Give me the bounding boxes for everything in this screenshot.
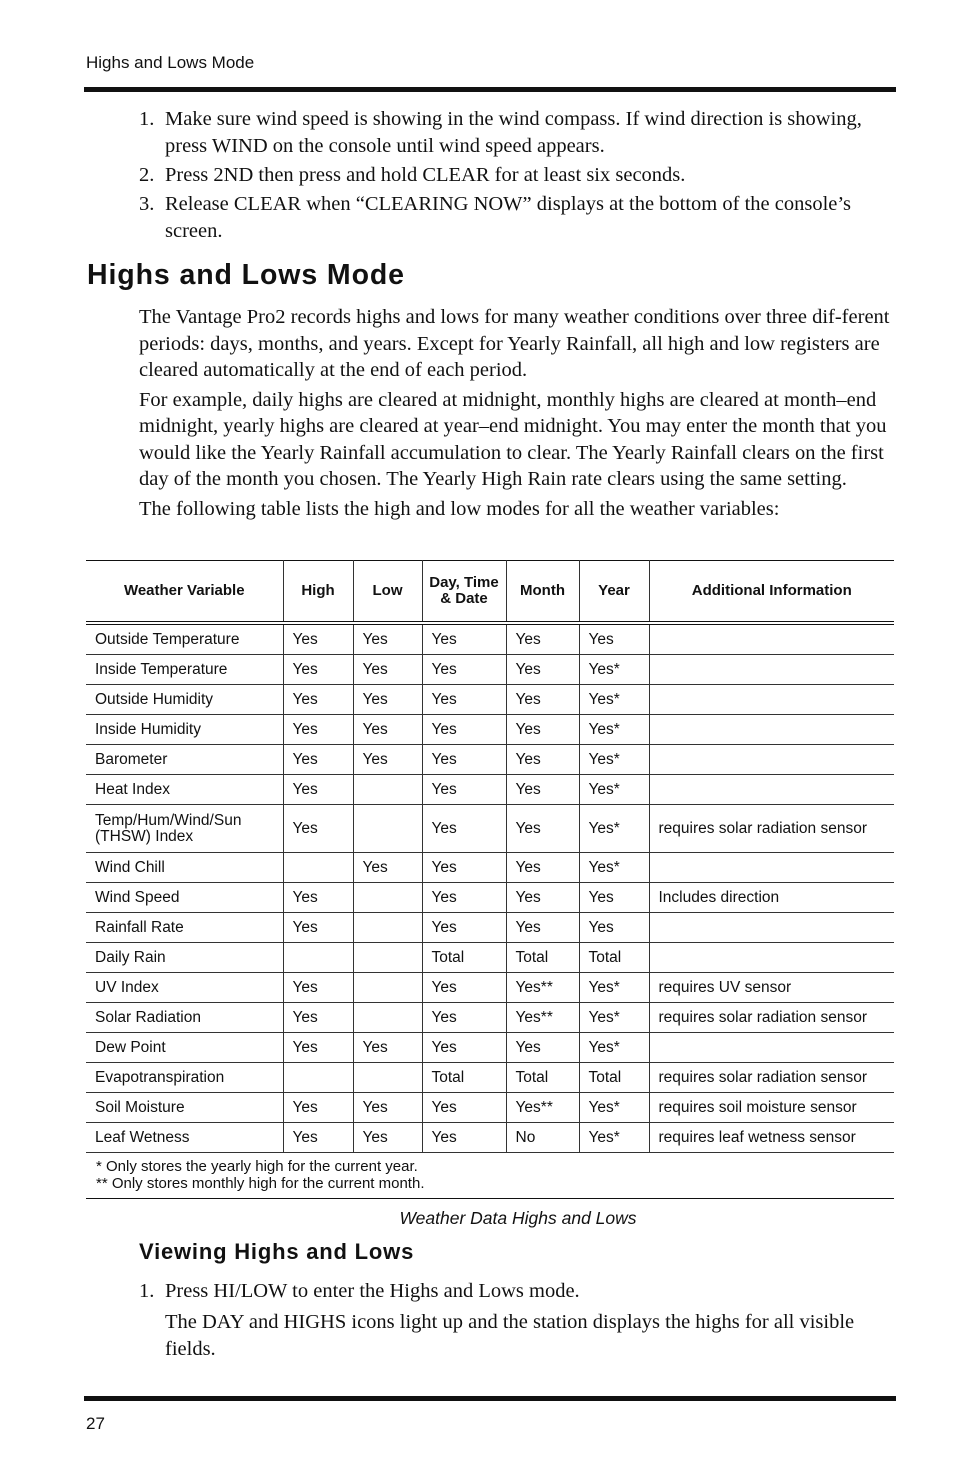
table-cell: Dew Point: [86, 1033, 283, 1063]
table-cell: requires solar radiation sensor: [649, 805, 894, 853]
step-number: 1.: [139, 1280, 155, 1302]
table-cell: Yes: [283, 745, 353, 775]
table-cell: [353, 805, 422, 853]
table-cell: Yes: [579, 883, 649, 913]
table-row: [86, 1033, 894, 1063]
table-cell: requires soil moisture sensor: [649, 1093, 894, 1123]
table-cell: Yes: [353, 715, 422, 745]
table-cell: UV Index: [86, 973, 283, 1003]
table-cell: Yes*: [579, 745, 649, 775]
table-cell: Yes: [506, 623, 579, 655]
table-cell: Yes: [422, 655, 506, 685]
table-row: [86, 1063, 894, 1093]
table-cell: Yes: [353, 1033, 422, 1063]
table-cell: Yes*: [579, 685, 649, 715]
table-cell: Yes: [283, 1093, 353, 1123]
table-cell: requires solar radiation sensor: [649, 1003, 894, 1033]
table-cell: Outside Humidity: [86, 685, 283, 715]
step-note: The DAY and HIGHS icons light up and the station displays the highs for all visible fields.: [165, 1311, 855, 1360]
table-cell: Yes: [283, 685, 353, 715]
table-cell: Yes: [283, 1033, 353, 1063]
table-cell: Total: [506, 1063, 579, 1093]
table-cell: Yes: [579, 623, 649, 655]
table-cell: Total: [506, 943, 579, 973]
table-cell: [353, 775, 422, 805]
table-footnotes: [86, 1153, 894, 1199]
step-number: 2.: [139, 164, 155, 186]
table-cell: Yes: [353, 1123, 422, 1153]
table-cell: Yes: [353, 1093, 422, 1123]
footnote: ** Only stores monthly high for the current month.: [96, 1175, 425, 1192]
table-cell: Yes: [506, 685, 579, 715]
table-cell: Yes: [506, 913, 579, 943]
step-text: Press 2ND then press and hold CLEAR for at least six seconds.: [165, 164, 686, 186]
column-header: Additional Information: [649, 561, 894, 624]
table-cell: Rainfall Rate: [86, 913, 283, 943]
table-cell: Yes: [422, 685, 506, 715]
page-number: 27: [86, 1414, 105, 1433]
table-caption: Weather Data Highs and Lows: [399, 1208, 637, 1228]
header-rule: [84, 87, 896, 92]
table-cell: Wind Chill: [86, 853, 283, 883]
table-cell: [649, 715, 894, 745]
table-cell: Yes**: [506, 973, 579, 1003]
table-cell: Yes: [353, 745, 422, 775]
table-cell: Yes: [283, 623, 353, 655]
table-cell: Yes: [422, 1123, 506, 1153]
table-cell: Yes: [422, 1093, 506, 1123]
list-item: [139, 106, 891, 160]
table-cell: Heat Index: [86, 775, 283, 805]
step-text: Press HI/LOW to enter the Highs and Lows mode.: [165, 1280, 580, 1302]
table-cell: Yes: [283, 913, 353, 943]
table-row: [86, 853, 894, 883]
table-cell: [353, 943, 422, 973]
subsection-title: Viewing Highs and Lows: [139, 1239, 415, 1264]
table-cell: [649, 853, 894, 883]
table-header-row: [86, 561, 894, 624]
table-cell: Yes: [353, 655, 422, 685]
table-row: [86, 883, 894, 913]
table-row: [86, 685, 894, 715]
table-cell: Includes direction: [649, 883, 894, 913]
table-cell: Yes*: [579, 853, 649, 883]
table-cell: Yes: [422, 913, 506, 943]
table-cell: Yes: [506, 745, 579, 775]
table-row: [86, 913, 894, 943]
table-cell: Temp/Hum/Wind/Sun (THSW) Index: [86, 805, 283, 853]
table-cell: Yes: [283, 805, 353, 853]
table-cell: [649, 1033, 894, 1063]
table-cell: Yes: [422, 623, 506, 655]
table-cell: [649, 913, 894, 943]
table-cell: Yes: [422, 775, 506, 805]
table-cell: Leaf Wetness: [86, 1123, 283, 1153]
table-cell: Yes: [283, 973, 353, 1003]
table-cell: Yes*: [579, 715, 649, 745]
table-footnotes-row: [86, 1153, 894, 1199]
table-cell: Yes**: [506, 1003, 579, 1033]
section-title: Highs and Lows Mode: [87, 259, 405, 291]
table-cell: [353, 913, 422, 943]
table-cell: Daily Rain: [86, 943, 283, 973]
table-cell: Yes: [506, 655, 579, 685]
list-item: [139, 162, 891, 189]
table-row: [86, 1123, 894, 1153]
table-cell: Yes: [283, 775, 353, 805]
table-cell: Total: [422, 943, 506, 973]
list-item: [139, 1278, 891, 1363]
footer-rule: [84, 1396, 896, 1401]
column-header: High: [283, 561, 353, 624]
table-row: [86, 943, 894, 973]
table-cell: Yes*: [579, 655, 649, 685]
footnote: * Only stores the yearly high for the current year.: [96, 1158, 418, 1175]
table-cell: [353, 1063, 422, 1093]
table-cell: Yes: [422, 853, 506, 883]
column-header: Month: [506, 561, 579, 624]
table-cell: [649, 623, 894, 655]
table-cell: Yes: [283, 1003, 353, 1033]
table-cell: No: [506, 1123, 579, 1153]
table-cell: Yes: [422, 715, 506, 745]
table-cell: [649, 655, 894, 685]
table-cell: Yes: [422, 883, 506, 913]
table-cell: requires solar radiation sensor: [649, 1063, 894, 1093]
table-cell: Yes*: [579, 1033, 649, 1063]
table-cell: Yes*: [579, 805, 649, 853]
table-row: [86, 973, 894, 1003]
table-cell: Yes: [422, 745, 506, 775]
table-cell: Yes: [283, 1123, 353, 1153]
table-cell: Yes: [506, 805, 579, 853]
column-header: Low: [353, 561, 422, 624]
table-cell: [283, 853, 353, 883]
table-cell: Yes: [506, 1033, 579, 1063]
table-cell: Inside Temperature: [86, 655, 283, 685]
table-cell: Yes: [422, 1003, 506, 1033]
table-cell: [353, 973, 422, 1003]
table-cell: Yes: [283, 655, 353, 685]
table-cell: Evapotranspiration: [86, 1063, 283, 1093]
table-cell: Yes: [579, 913, 649, 943]
table-row: [86, 1003, 894, 1033]
step-number: 3.: [139, 193, 155, 215]
paragraph: The Vantage Pro2 records highs and lows for many weather conditions over three dif-ferent periods: days, months, and years. Except for Yearly Rainfall, all high and low registers are cleared automatically at the end of each period.: [139, 306, 890, 381]
table-row: [86, 623, 894, 655]
table-cell: Yes: [506, 775, 579, 805]
table-row: [86, 655, 894, 685]
running-header: Highs and Lows Mode: [86, 53, 255, 72]
table-cell: Yes: [422, 805, 506, 853]
table-cell: Yes**: [506, 1093, 579, 1123]
table-cell: [649, 943, 894, 973]
table-cell: Soil Moisture: [86, 1093, 283, 1123]
clear-steps-list: [139, 106, 891, 247]
table-cell: Yes: [422, 1033, 506, 1063]
step-text: Release CLEAR when “CLEARING NOW” displays at the bottom of the console’s screen.: [165, 193, 852, 242]
table-cell: Yes: [422, 973, 506, 1003]
table-cell: Wind Speed: [86, 883, 283, 913]
table-cell: Total: [579, 1063, 649, 1093]
table-cell: [283, 1063, 353, 1093]
table-cell: Barometer: [86, 745, 283, 775]
table-row: [86, 745, 894, 775]
table-row: [86, 775, 894, 805]
table-cell: Solar Radiation: [86, 1003, 283, 1033]
table-cell: requires UV sensor: [649, 973, 894, 1003]
table-cell: [649, 685, 894, 715]
table-cell: Yes*: [579, 1123, 649, 1153]
table-cell: [649, 745, 894, 775]
table-cell: Yes: [506, 853, 579, 883]
table-cell: Yes: [283, 883, 353, 913]
table-cell: Yes*: [579, 775, 649, 805]
paragraph: For example, daily highs are cleared at midnight, monthly highs are cleared at month–end midnight, yearly highs are cleared at year–end midnight. You may enter the month that you would like the Yearly Rainfall accumulation to clear. The Yearly Rainfall clears on the first day of the month you chosen. The Yearly High Rain rate clears using the same setting.: [139, 388, 887, 490]
table-cell: Yes: [353, 853, 422, 883]
table-cell: Yes*: [579, 973, 649, 1003]
viewing-steps-list: [139, 1278, 891, 1365]
table-cell: Yes: [506, 715, 579, 745]
table-cell: [649, 775, 894, 805]
table-row: [86, 715, 894, 745]
table-cell: Yes: [353, 623, 422, 655]
table-cell: Yes: [506, 883, 579, 913]
table-cell: requires leaf wetness sensor: [649, 1123, 894, 1153]
table-cell: Yes*: [579, 1093, 649, 1123]
paragraph: The following table lists the high and low modes for all the weather variables:: [139, 497, 780, 520]
table-row: [86, 805, 894, 853]
step-number: 1.: [139, 108, 155, 130]
table-cell: Inside Humidity: [86, 715, 283, 745]
table-cell: Outside Temperature: [86, 623, 283, 655]
table-cell: [353, 883, 422, 913]
column-header: Day, Time & Date: [422, 561, 506, 624]
table-cell: Yes*: [579, 1003, 649, 1033]
table-cell: [283, 943, 353, 973]
table-cell: Yes: [353, 685, 422, 715]
table-cell: Total: [579, 943, 649, 973]
table-cell: Yes: [283, 715, 353, 745]
column-header: Weather Variable: [86, 561, 283, 624]
column-header: Year: [579, 561, 649, 624]
table-cell: Total: [422, 1063, 506, 1093]
section-body: [139, 304, 891, 525]
highs-lows-table: [86, 560, 894, 1199]
table-row: [86, 1093, 894, 1123]
step-text: Make sure wind speed is showing in the wind compass. If wind direction is showing, press WIND on the console until wind speed appears.: [165, 108, 862, 157]
table-cell: [353, 1003, 422, 1033]
list-item: [139, 191, 891, 245]
